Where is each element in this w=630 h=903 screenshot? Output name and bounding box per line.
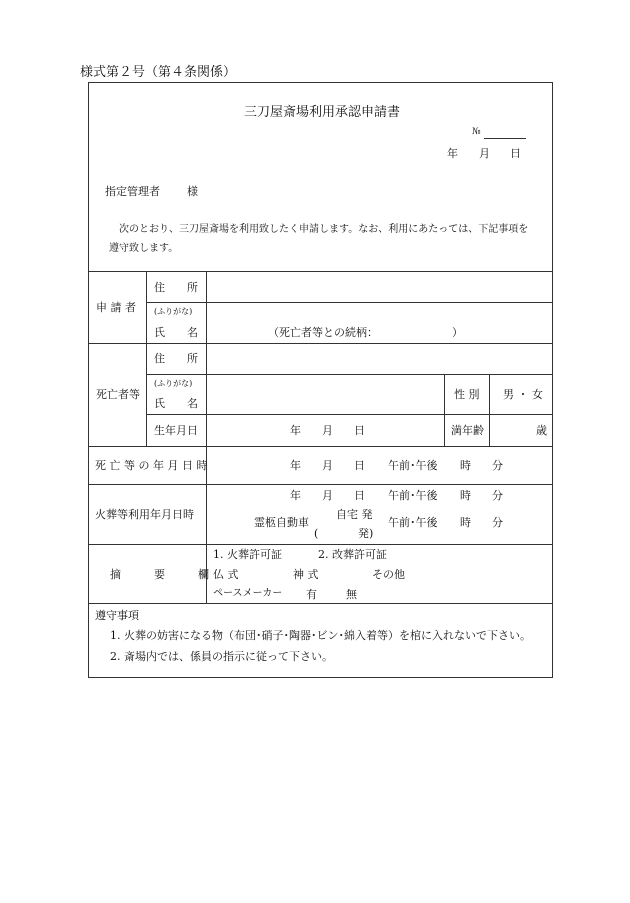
date-year-label: 年 — [447, 147, 458, 160]
hearse-ampm[interactable]: 午前･午後 — [388, 516, 438, 529]
pacemaker-no[interactable]: 無 — [346, 588, 357, 601]
rule — [88, 544, 553, 545]
paren-open: ( — [314, 527, 319, 540]
form-title: 三刀屋斎場利用承認申請書 — [244, 105, 401, 120]
hearse-label: 霊柩自動車 — [254, 516, 309, 529]
permit-cremation[interactable]: 1. 火葬許可証 — [213, 548, 282, 561]
deceased-address-label: 住 所 — [154, 352, 198, 365]
hearse-minute: 分 — [492, 516, 503, 529]
cremation-ampm[interactable]: 午前･午後 — [388, 489, 438, 502]
dob-month: 月 — [322, 424, 333, 437]
rule — [88, 446, 553, 447]
applicant-name-field[interactable] — [207, 303, 553, 343]
applicant-label: 申 請 者 — [96, 301, 136, 314]
death-ampm[interactable]: 午前･午後 — [388, 459, 438, 472]
rule — [88, 603, 553, 604]
deceased-name-label: 氏 名 — [154, 397, 198, 410]
no-field[interactable] — [484, 138, 526, 139]
remarks-label: 摘 要 欄 — [110, 568, 209, 581]
death-day: 日 — [354, 459, 365, 472]
cremation-datetime-label: 火葬等利用年月日時 — [95, 508, 194, 521]
death-minute: 分 — [492, 459, 503, 472]
form-number: 様式第２号（第４条関係） — [80, 65, 237, 80]
rule — [88, 484, 553, 485]
deceased-name-field[interactable] — [207, 375, 444, 414]
cremation-year: 年 — [290, 489, 301, 502]
relation-close: ） — [452, 326, 463, 339]
cremation-minute: 分 — [492, 489, 503, 502]
dob-label: 生年月日 — [154, 424, 198, 437]
pacemaker-label: ペースメーカー — [213, 588, 283, 599]
rules-heading: 遵守事項 — [95, 609, 139, 622]
date-month-label: 月 — [479, 147, 490, 160]
dob-year: 年 — [290, 424, 301, 437]
pacemaker-yes[interactable]: 有 — [306, 588, 317, 601]
intro-line-2: 遵守致します。 — [109, 243, 179, 254]
cremation-day: 日 — [354, 489, 365, 502]
rule — [444, 374, 445, 446]
age-unit: 歳 — [536, 424, 547, 437]
rule — [146, 271, 147, 446]
no-label: № — [472, 127, 481, 137]
applicant-name-label: 氏 名 — [154, 326, 198, 339]
deceased-label: 死亡者等 — [96, 388, 140, 401]
rule — [489, 374, 490, 446]
deceased-furigana-label: (ふりがな) — [154, 379, 193, 388]
addressee-label: 指定管理者 — [105, 185, 160, 198]
home-departure[interactable]: 自宅 発 — [336, 508, 373, 521]
style-shinto[interactable]: 神 式 — [293, 568, 319, 581]
cremation-hour: 時 — [460, 489, 471, 502]
applicant-furigana-label: (ふりがな) — [154, 307, 193, 316]
age-label: 満年齢 — [451, 424, 484, 437]
style-other[interactable]: その他 — [372, 568, 405, 581]
style-buddhist[interactable]: 仏 式 — [213, 568, 239, 581]
death-month: 月 — [322, 459, 333, 472]
applicant-address-field[interactable] — [207, 272, 553, 302]
sex-options[interactable]: 男 ・ 女 — [503, 388, 543, 401]
death-year: 年 — [290, 459, 301, 472]
addressee-honorific: 様 — [187, 185, 198, 198]
death-hour: 時 — [460, 459, 471, 472]
relation-open: （死亡者等との続柄： — [268, 326, 378, 339]
cremation-month: 月 — [322, 489, 333, 502]
applicant-address-label: 住 所 — [154, 281, 198, 294]
dob-day: 日 — [354, 424, 365, 437]
permit-reburial[interactable]: 2. 改葬許可証 — [318, 548, 387, 561]
intro-line-1: 次のとおり、三刀屋斎場を利用致したく申請します。なお、利用にあたっては、下記事項を — [119, 224, 529, 235]
date-day-label: 日 — [510, 147, 521, 160]
rule-item-1: 1. 火葬の妨害になる物（布団･硝子･陶器･ビン･綿入着等）を棺に入れないで下さい。 — [110, 629, 531, 642]
deceased-address-field[interactable] — [207, 344, 553, 374]
paren-departure: 発) — [358, 527, 374, 540]
rule-item-2: 2. 斎場内では、係員の指示に従って下さい。 — [110, 650, 333, 663]
rule — [146, 414, 553, 415]
sex-label: 性 別 — [454, 388, 480, 401]
hearse-hour: 時 — [460, 516, 471, 529]
death-datetime-label: 死 亡 等 の 年 月 日 時 — [95, 459, 208, 472]
